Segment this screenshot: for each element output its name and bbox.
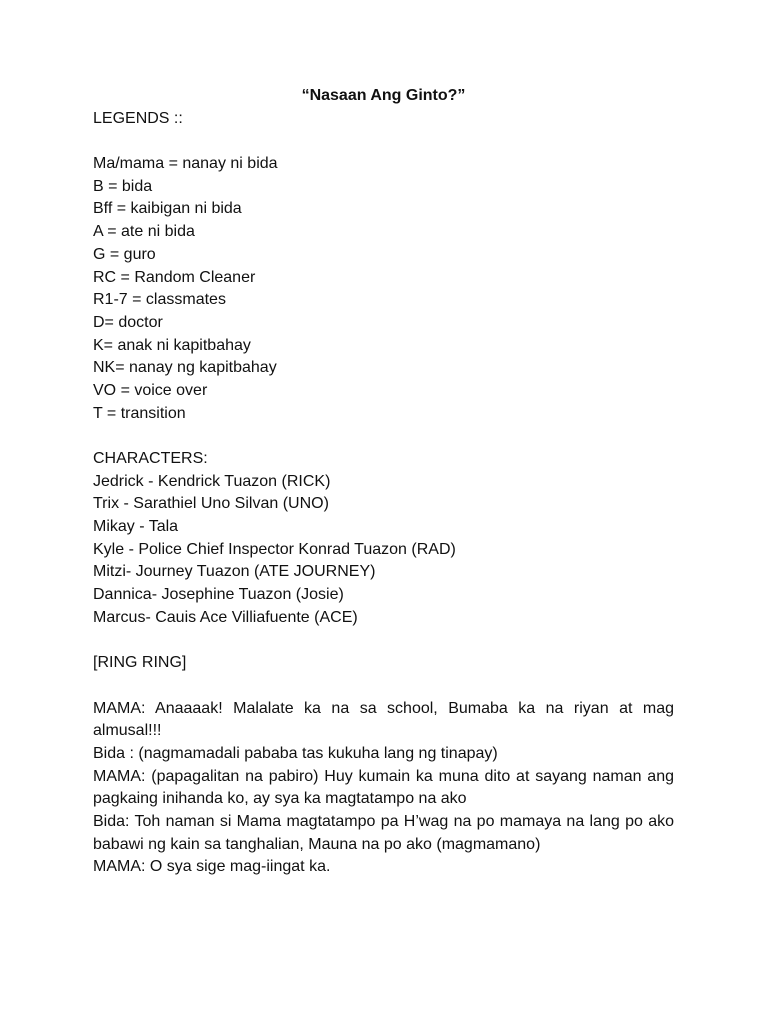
spacer [93,130,674,153]
characters-heading: CHARACTERS: [93,450,208,467]
dialogue-section [93,698,674,880]
legends-list [93,153,674,425]
dialogue-line: MAMA: O sya sige mag-iingat ka. [93,858,331,876]
characters-list [93,471,674,630]
legend-item: G = guro [93,245,156,263]
spacer [93,630,674,653]
character-item: Trix - Sarathiel Uno Silvan (UNO) [93,495,329,513]
document-title: “Nasaan Ang Ginto?” [301,87,466,104]
dialogue-line: MAMA: (papagalitan na pabiro) Huy kumain ka muna dito at sayang naman ang pagkaing inihanda ko, ay sya ka magtatampo na ako [93,767,674,808]
legends-heading: LEGENDS :: [93,109,183,127]
spacer [93,675,674,698]
character-item: Dannica- Josephine Tuazon (Josie) [93,586,344,604]
legend-item: A = ate ni bida [93,223,195,241]
legend-item: Bff = kaibigan ni bida [93,200,242,218]
legend-item: VO = voice over [93,381,208,399]
legend-item: D= doctor [93,313,163,331]
dialogue-line: Bida: Toh naman si Mama magtatampo pa H’wag na po mamaya na lang po ako babawi ng kain sa tanghalian, Mauna na po ako (magmamano) [93,813,674,853]
spacer [93,425,674,448]
character-item: Mikay - Tala [93,518,179,536]
dialogue-line: Bida : (nagmamadali pababa tas kukuha lang ng tinapay) [93,744,498,762]
dialogue-line: MAMA: Anaaaak! Malalate ka na sa school, Bumaba ka na riyan at mag almusal!!! [93,699,674,740]
character-item: Mitzi- Journey Tuazon (ATE JOURNEY) [93,563,376,581]
legend-item: T = transition [93,404,186,422]
legend-item: B = bida [93,177,153,195]
legend-item: Ma/mama = nanay ni bida [93,155,278,173]
character-item: Jedrick - Kendrick Tuazon (RICK) [93,472,331,490]
legend-item: R1-7 = classmates [93,291,226,309]
legend-item: RC = Random Cleaner [93,268,256,286]
legend-item: K= anak ni kapitbahay [93,336,251,354]
character-item: Kyle - Police Chief Inspector Konrad Tuazon (RAD) [93,540,456,558]
character-item: Marcus- Cauis Ace Villiafuente (ACE) [93,608,358,626]
sound-cue: [RING RING] [93,654,187,672]
legend-item: NK= nanay ng kapitbahay [93,359,277,377]
script-document [93,85,674,879]
